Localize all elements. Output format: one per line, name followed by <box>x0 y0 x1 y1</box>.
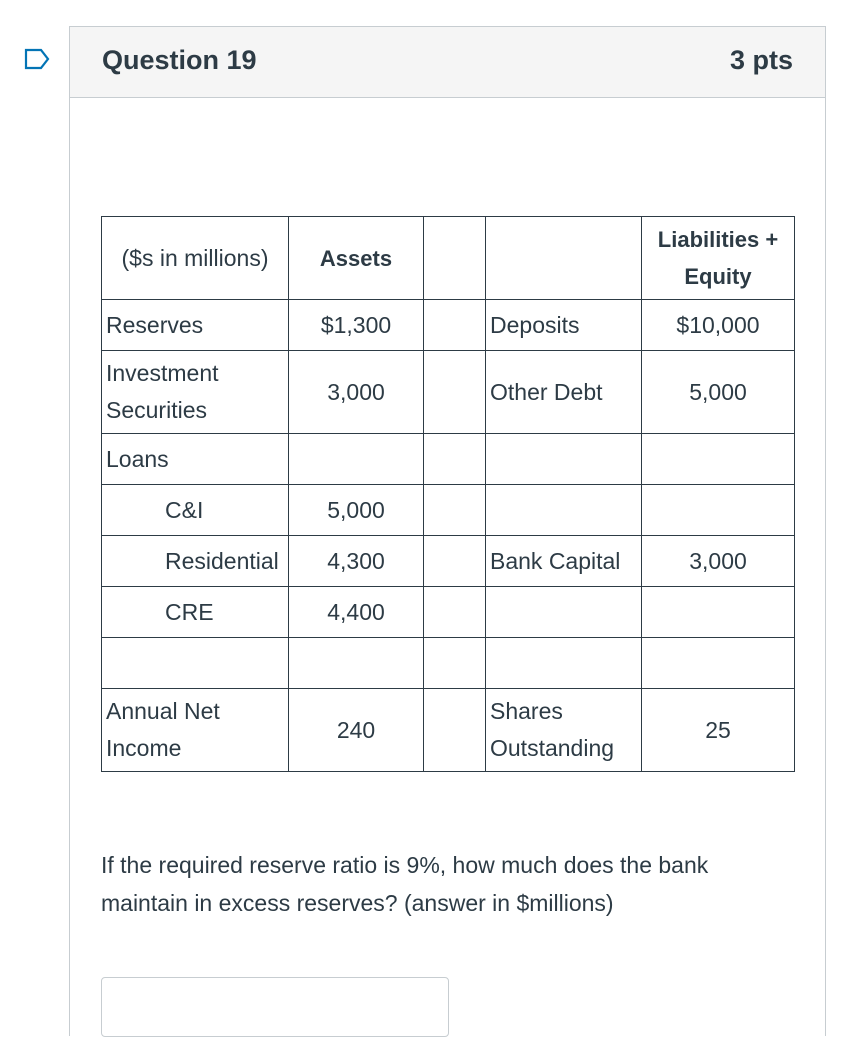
row-extra <box>424 485 486 536</box>
table-header-row <box>102 217 795 300</box>
question-header <box>70 27 825 98</box>
row-label: Annual Net Income <box>102 689 289 772</box>
row-liab-value <box>642 434 795 485</box>
row-liab-value <box>642 638 795 689</box>
row-assets: 4,400 <box>289 587 424 638</box>
row-assets <box>289 638 424 689</box>
row-extra <box>424 351 486 434</box>
table-row <box>102 689 795 772</box>
table-row <box>102 351 795 434</box>
row-liab-label: Shares Outstanding <box>486 689 642 772</box>
row-liab-label: Bank Capital <box>486 536 642 587</box>
row-label: CRE <box>102 587 289 638</box>
row-label <box>102 638 289 689</box>
row-assets: 240 <box>289 689 424 772</box>
header-liabilities-equity: Liabilities + Equity <box>642 217 795 300</box>
row-label: Residential <box>102 536 289 587</box>
row-assets: $1,300 <box>289 300 424 351</box>
row-extra <box>424 689 486 772</box>
row-extra <box>424 587 486 638</box>
answer-input[interactable] <box>101 977 449 1037</box>
row-liab-label <box>486 638 642 689</box>
question-prompt: If the required reserve ratio is 9%, how much does the bank maintain in excess reserves? (answer in $millions) <box>101 852 709 916</box>
row-extra <box>424 638 486 689</box>
row-liab-label: Other Debt <box>486 351 642 434</box>
table-row <box>102 638 795 689</box>
table-row <box>102 536 795 587</box>
row-liab-value: 25 <box>642 689 795 772</box>
bookmark-icon[interactable] <box>24 48 50 70</box>
row-label: C&I <box>102 485 289 536</box>
balance-sheet-table <box>101 216 795 772</box>
row-liab-value: $10,000 <box>642 300 795 351</box>
question-title: Question 19 <box>102 45 257 75</box>
row-assets: 3,000 <box>289 351 424 434</box>
row-assets: 5,000 <box>289 485 424 536</box>
header-assets: Assets <box>289 217 424 300</box>
header-blank-2 <box>486 217 642 300</box>
row-extra <box>424 300 486 351</box>
row-liab-label <box>486 587 642 638</box>
row-assets <box>289 434 424 485</box>
row-label: Investment Securities <box>102 351 289 434</box>
row-liab-value <box>642 485 795 536</box>
header-blank-1 <box>424 217 486 300</box>
table-row <box>102 485 795 536</box>
row-liab-value: 5,000 <box>642 351 795 434</box>
row-label: Reserves <box>102 300 289 351</box>
row-label: Loans <box>102 434 289 485</box>
row-liab-label <box>486 485 642 536</box>
row-liab-value: 3,000 <box>642 536 795 587</box>
row-liab-label: Deposits <box>486 300 642 351</box>
row-assets: 4,300 <box>289 536 424 587</box>
row-liab-label <box>486 434 642 485</box>
row-extra <box>424 434 486 485</box>
table-row <box>102 300 795 351</box>
question-points: 3 pts <box>729 45 793 75</box>
header-units: ($s in millions) <box>102 217 289 300</box>
table-row <box>102 587 795 638</box>
row-liab-value <box>642 587 795 638</box>
row-extra <box>424 536 486 587</box>
table-row <box>102 434 795 485</box>
